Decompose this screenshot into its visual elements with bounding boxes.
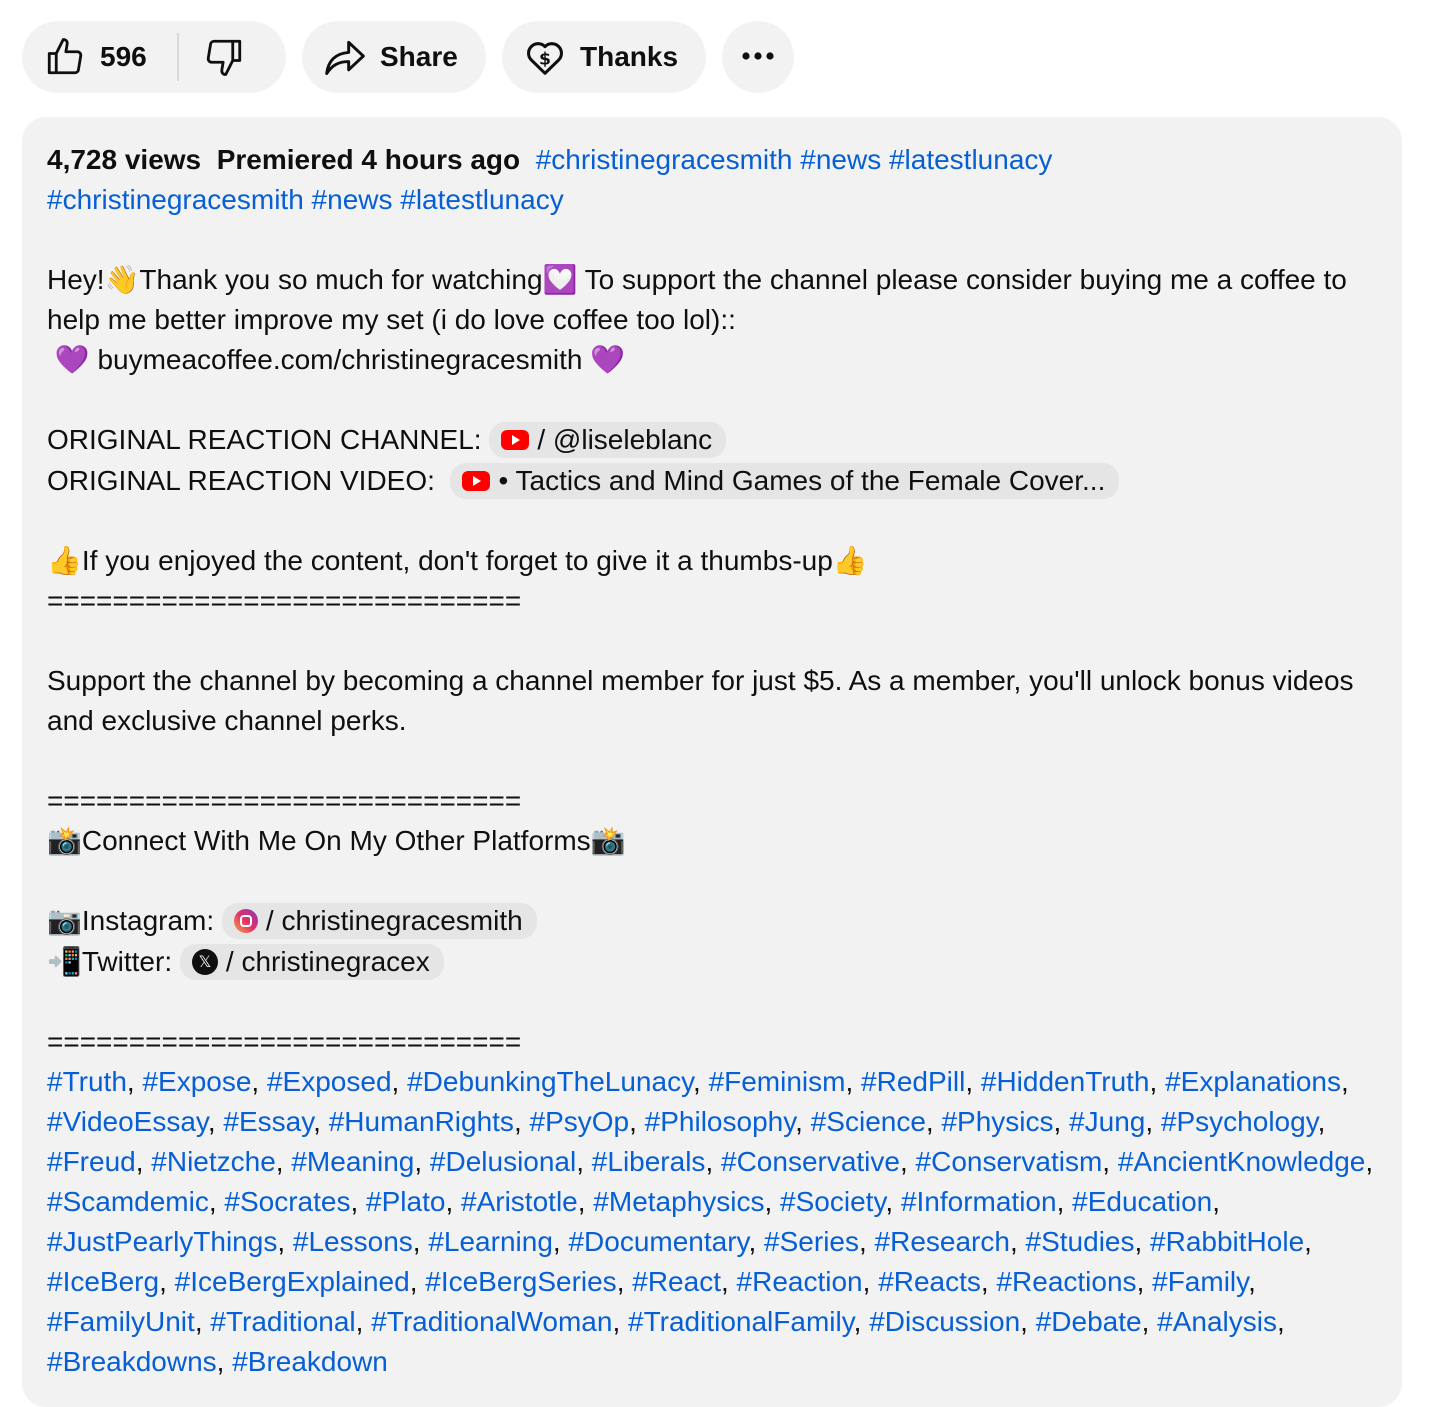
coffee-line: [47, 340, 1377, 380]
hashtag-link[interactable]: #Learning: [428, 1226, 553, 1257]
chip-label: / christinegracesmith: [265, 904, 523, 936]
hashtag-link[interactable]: #Reaction: [736, 1266, 863, 1297]
hashtags-line[interactable]: #christinegracesmith #news #latestlunacy: [47, 184, 564, 215]
hashtag-link[interactable]: #Psychology: [1160, 1106, 1318, 1137]
reaction-video-label: ORIGINAL REACTION VIDEO:: [47, 465, 435, 496]
separator: =============================: [47, 1026, 522, 1057]
hashtag-link[interactable]: #Metaphysics: [593, 1186, 765, 1217]
hashtag-link[interactable]: #Freud: [47, 1146, 136, 1177]
buymeacoffee-link[interactable]: buymeacoffee.com/christinegracesmith: [97, 344, 583, 375]
hashtag-link[interactable]: #Education: [1072, 1186, 1213, 1217]
video-meta: [47, 140, 1377, 180]
share-button[interactable]: [302, 21, 486, 93]
hashtag-link[interactable]: #Documentary: [568, 1226, 749, 1257]
instagram-label: 📷Instagram:: [47, 905, 215, 936]
hashtag-link[interactable]: #Plato: [366, 1186, 446, 1217]
svg-text:$: $: [538, 49, 552, 70]
hashtag-link[interactable]: #Philosophy: [644, 1106, 796, 1137]
hashtag-link[interactable]: #TraditionalWoman: [371, 1306, 613, 1337]
chip-label: • Tactics and Mind Games of the Female Cover...: [498, 464, 1106, 496]
hashtag-link[interactable]: #Debate: [1035, 1306, 1142, 1337]
hashtag-link[interactable]: #Conservative: [721, 1146, 900, 1177]
reaction-channel-line: [47, 420, 1377, 461]
view-count: 4,728 views: [47, 144, 202, 175]
hashtag-link[interactable]: #Research: [874, 1226, 1010, 1257]
hashtag-link[interactable]: #React: [632, 1266, 721, 1297]
reaction-channel-label: ORIGINAL REACTION CHANNEL:: [47, 424, 482, 455]
hashtag-link[interactable]: #news: [800, 144, 882, 175]
membership-line-1: Support the channel by becoming a channel member for just $5. As a member, you'll unlock bonus videos: [47, 665, 1354, 696]
hashtag-link[interactable]: #Socrates: [224, 1186, 351, 1217]
hashtag-link[interactable]: #Nietzche: [151, 1146, 276, 1177]
hashtag-link[interactable]: #Truth: [47, 1066, 127, 1097]
hashtag-link[interactable]: #FamilyUnit: [47, 1306, 195, 1337]
hashtag-link[interactable]: #Feminism: [708, 1066, 846, 1097]
hashtag-list: #Truth, #Expose, #Exposed, #DebunkingTheLunacy, #Feminism, #RedPill, #HiddenTruth, #Explanations, #VideoEssay, #Essay, #HumanRights, #PsyOp, #Philosophy, #Science, #Physics, #Jung, #Psychology, #Freud, #Nietzche, #Meaning, #Delusional, #Liberals, #Conservative, #Conservatism, #AncientKnowledge, #Scamdemic, #Socrates, #Plato, #Aristotle, #Metaphysics, #Society, #Information, #Education, #JustPearlyThings, #Lessons, #Learning, #Documentary, #Series, #Research, #Studies, #RabbitHole, #IceBerg, #IceBergExplained, #IceBergSeries, #React, #Reaction, #Reacts, #Reactions, #Family, #FamilyUnit, #Traditional, #TraditionalWoman, #TraditionalFamily, #Discussion, #Debate, #Analysis, #Breakdowns, #Breakdown: [47, 1066, 1374, 1377]
hashtag-link[interactable]: #Essay: [223, 1106, 314, 1137]
more-dots-icon: [741, 48, 775, 66]
hashtag-link[interactable]: #Aristotle: [461, 1186, 578, 1217]
thanks-button[interactable]: [502, 21, 706, 93]
youtube-icon: [462, 471, 490, 491]
instagram-chip[interactable]: [222, 903, 537, 939]
thumbs-down-icon: [203, 35, 245, 79]
hashtag-link[interactable]: #Series: [764, 1226, 859, 1257]
description-content: [47, 140, 1377, 1382]
dislike-button[interactable]: [179, 21, 245, 93]
hashtag-link[interactable]: #Lessons: [292, 1226, 413, 1257]
hashtag-link[interactable]: #RedPill: [861, 1066, 966, 1097]
youtube-icon: [501, 430, 529, 450]
connect-heading: 📸Connect With Me On My Other Platforms📸: [47, 825, 626, 856]
hashtag-link[interactable]: #Society: [780, 1186, 886, 1217]
hashtag-link[interactable]: #Information: [900, 1186, 1057, 1217]
intro-text-line-2: help me better improve my set (i do love coffee too lol)::: [47, 304, 736, 335]
hashtag-link[interactable]: #Physics: [941, 1106, 1054, 1137]
hashtag-link[interactable]: #christinegracesmith: [535, 144, 793, 175]
like-dislike-group: [22, 21, 286, 93]
thumbs-up-icon: [44, 35, 86, 79]
membership-line-2: and exclusive channel perks.: [47, 705, 407, 736]
premiere-time: Premiered 4 hours ago: [216, 144, 521, 175]
hashtag-link[interactable]: #Reactions: [996, 1266, 1137, 1297]
like-button[interactable]: [44, 21, 147, 93]
thumbs-up-line: 👍If you enjoyed the content, don't forget to give it a thumbs-up👍: [47, 545, 868, 576]
hashtag-link[interactable]: #VideoEssay: [47, 1106, 208, 1137]
instagram-icon: [234, 909, 258, 933]
separator: =============================: [47, 585, 522, 616]
hashtag-link[interactable]: #Delusional: [429, 1146, 577, 1177]
hashtag-link[interactable]: #Liberals: [591, 1146, 706, 1177]
hashtag-link[interactable]: #Studies: [1025, 1226, 1135, 1257]
hashtag-link[interactable]: #HumanRights: [328, 1106, 514, 1137]
hashtag-link[interactable]: #TraditionalFamily: [628, 1306, 854, 1337]
hashtag-link[interactable]: #Traditional: [210, 1306, 356, 1337]
reaction-video-chip[interactable]: [450, 463, 1119, 499]
twitter-chip[interactable]: [180, 944, 444, 980]
purple-heart-emoji: 💜: [590, 343, 626, 376]
separator: =============================: [47, 785, 522, 816]
reaction-channel-chip[interactable]: [489, 422, 726, 458]
intro-text-line-1: Hey!👋Thank you so much for watching💟 To support the channel please consider buying me a coffee to: [47, 264, 1347, 295]
twitter-label: 📲Twitter:: [47, 946, 173, 977]
hashtag-link[interactable]: #RabbitHole: [1150, 1226, 1305, 1257]
hashtag-link[interactable]: #Expose: [142, 1066, 252, 1097]
like-count: 596: [100, 41, 147, 72]
hashtag-link[interactable]: #IceBerg: [47, 1266, 160, 1297]
description-panel[interactable]: [22, 117, 1402, 1407]
hashtag-link[interactable]: #Scamdemic: [47, 1186, 209, 1217]
hashtag-link[interactable]: #Breakdowns: [47, 1346, 217, 1377]
hashtag-link[interactable]: #JustPearlyThings: [47, 1226, 278, 1257]
hashtag-link[interactable]: #Meaning: [291, 1146, 415, 1177]
action-bar: [22, 21, 794, 93]
hashtag-link[interactable]: #AncientKnowledge: [1117, 1146, 1366, 1177]
hashtag-link[interactable]: #Exposed: [266, 1066, 392, 1097]
chip-label: / @liseleblanc: [537, 423, 713, 455]
hashtag-link[interactable]: #Explanations: [1165, 1066, 1341, 1097]
hashtag-link[interactable]: #latestlunacy: [888, 144, 1053, 175]
hashtag-link[interactable]: #IceBergExplained: [174, 1266, 410, 1297]
more-actions-button[interactable]: [722, 21, 794, 93]
share-arrow-icon: [322, 35, 368, 79]
chip-label: / christinegracex: [225, 945, 430, 977]
hashtag-link[interactable]: #HiddenTruth: [980, 1066, 1150, 1097]
x-logo-icon: 𝕏: [192, 949, 218, 975]
instagram-line: [47, 901, 1377, 942]
hashtag-link[interactable]: #IceBergSeries: [425, 1266, 617, 1297]
hashtag-link[interactable]: #Jung: [1069, 1106, 1146, 1137]
twitter-line: [47, 942, 1377, 983]
share-label: Share: [380, 41, 458, 72]
hashtag-link[interactable]: #Family: [1152, 1266, 1249, 1297]
hashtag-link[interactable]: #Reacts: [878, 1266, 981, 1297]
hashtag-link[interactable]: #DebunkingTheLunacy: [407, 1066, 693, 1097]
heart-dollar-icon: [522, 34, 568, 80]
hashtag-link[interactable]: #PsyOp: [529, 1106, 630, 1137]
hashtag-link[interactable]: #Analysis: [1157, 1306, 1277, 1337]
hashtag-link[interactable]: #Conservatism: [915, 1146, 1103, 1177]
thanks-label: Thanks: [580, 41, 679, 72]
hashtag-link[interactable]: #Science: [810, 1106, 926, 1137]
hashtag-link[interactable]: #Discussion: [869, 1306, 1021, 1337]
purple-heart-emoji: 💜: [54, 343, 90, 376]
hashtag-link[interactable]: #Breakdown: [232, 1346, 388, 1377]
reaction-video-line: [47, 461, 1377, 502]
